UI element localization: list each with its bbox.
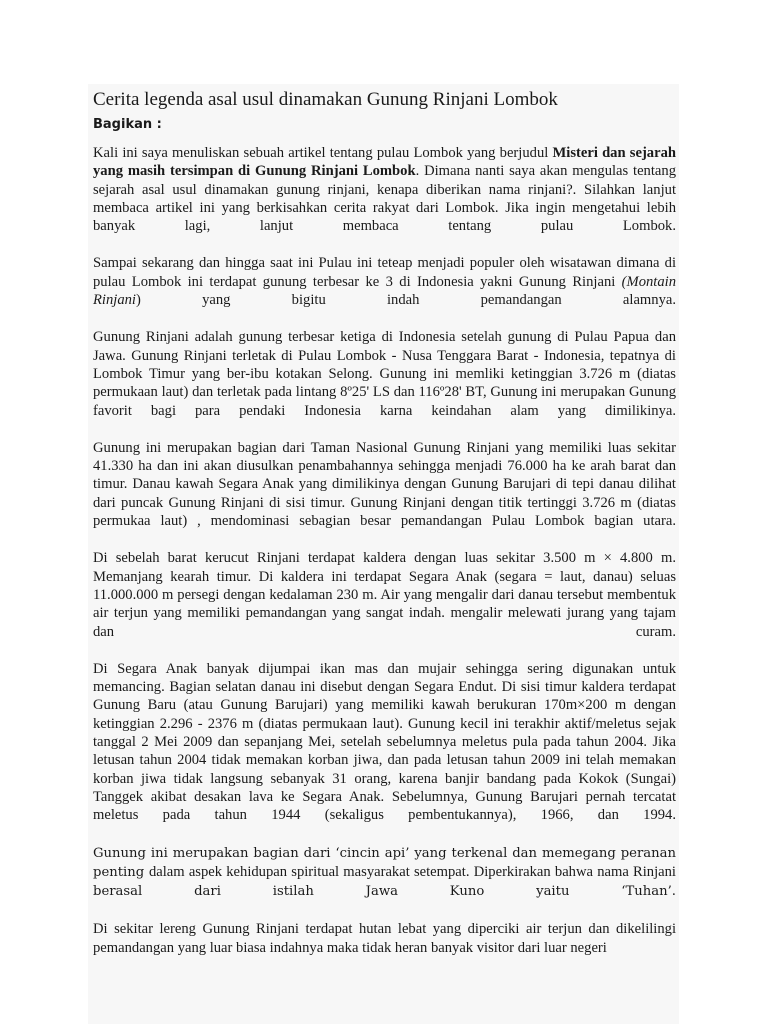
paragraph-caldera: Di sebelah barat kerucut Rinjani terdapat kaldera dengan luas sekitar 3.500 m × 4.800 m. Memanjang kearah timur. Di kaldera ini terdapat Segara Anak (segara = laut, danau) seluas 11.000.000 m persegi dengan kedalaman 230 m. Air yang mengalir dari danau tersebut membentuk air terjun yang memiliki pemandangan yang sangat indah. mengalir melewati jurang yang tajam dan curam. (93, 550, 676, 640)
paragraph-segara-anak: Di Segara Anak banyak dijumpai ikan mas dan mujair sehingga sering digunakan untuk memancing. Bagian selatan danau ini disebut dengan Segara Endut. Di sisi timur kaldera terdapat Gunung Baru (atau Gunung Barujari) yang memiliki kawah berukuran 170m×200 m dengan ketinggian 2.296 - 2376 m (diatas permukaan laut). Gunung kecil ini terakhir aktif/meletus sejak tanggal 2 Mei 2009 dan sepanjang Mei, setelah sebelumnya meletus pula pada tahun 2004. Jika letusan tahun 2004 tidak memakan korban jiwa, dan pada letusan tahun 2009 ini telah memakan korban jiwa tidak langsung sebanyak 31 orang, karena banjir bandang pada Kokok (Sungai) Tanggek akibat desakan lava ke Segara Anak. Sebelumnya, Gunung Barujari pernah tercatat meletus pada tahun 1944 (sekaligus pembentukannya), 1966, dan 1994. (93, 660, 676, 824)
share-label: Bagikan : (93, 117, 162, 132)
article (93, 88, 676, 976)
ring-of-fire-text-c: berasal dari istilah Jawa Kuno yaitu ‘Tuhan’. (93, 884, 676, 900)
intro-article-title-bold: Misteri dan sejarah yang masih tersimpan di Gunung Rinjani Lombok (93, 145, 676, 180)
ring-of-fire-text-a: Gunung ini merupakan bagian dari ‘cincin api’ yang terkenal dan memegang peranan penting (93, 845, 676, 880)
paragraph-ring-of-fire (93, 844, 676, 902)
intro-text-a: Kali ini saya menuliskan sebuah artikel tentang pulau Lombok yang berjudul (93, 145, 553, 161)
popularity-italic: (Montain Rinjani (93, 273, 676, 309)
paragraph-intro (93, 144, 676, 235)
paragraph-forest: Di sekitar lereng Gunung Rinjani terdapat hutan lebat yang diperciki air terjun dan dikelilingi pemandangan yang luar biasa indahnya maka tidak heran banyak visitor dari luar negeri (93, 921, 676, 956)
popularity-text-a: Sampai sekarang dan hingga saat ini Pulau ini teteap menjadi populer oleh wisatawan dimana di pulau Lombok ini terdapat gunung terbesar ke 3 di Indonesia yakni Gunung Rinjani (93, 255, 676, 290)
popularity-text-b: ) yang bigitu indah pemandangan alamnya. (135, 292, 676, 309)
intro-text-b: . Dimana nanti saya akan mengulas tentang sejarah asal usul dinamakan gunung rinjani, kenapa diberikan nama rinjani?. Silahkan lanjut membaca artikel ini yang berkisahkan cerita rakyat dari Lombok. Jika ingin mengetahui lebih banyak lagi, lanjut membaca tentang pulau Lombok. (93, 163, 676, 235)
ring-of-fire-text-b: dalam aspek kehidupan spiritual masyarakat setempat. Diperkirakan bahwa nama Rinjani (148, 863, 676, 880)
paragraph-location: Gunung Rinjani adalah gunung terbesar ketiga di Indonesia setelah gunung di Pulau Papua dan Jawa. Gunung Rinjani terletak di Pulau Lombok - Nusa Tenggara Barat - Indonesia, tepatnya di Lombok Timur yang ber-ibu kotakan Selong. Gunung ini memliki ketinggian 3.726 m (diatas permukaan laut) dan terletak pada lintang 8º25' LS dan 116º28' BT, Gunung ini merupakan Gunung favorit bagi para pendaki Indonesia karna keindahan alam yang dimilikinya. (93, 329, 676, 419)
paragraph-national-park: Gunung ini merupakan bagian dari Taman Nasional Gunung Rinjani yang memiliki luas sekitar 41.330 ha dan ini akan diusulkan penambahannya sehingga menjadi 76.000 ha ke arah barat dan timur. Danau kawah Segara Anak yang dimilikinya dengan Gunung Barujari di tepi danau dilihat dari puncak Gunung Rinjani di sisi timur. Gunung Rinjani dengan titik tertinggi 3.726 m (diatas permukaa laut) , mendominasi sebagian besar pemandangan Pulau Lombok bagian utara. (93, 439, 676, 530)
paragraph-popularity (93, 254, 676, 309)
article-title: Cerita legenda asal usul dinamakan Gunung Rinjani Lombok (93, 89, 558, 110)
